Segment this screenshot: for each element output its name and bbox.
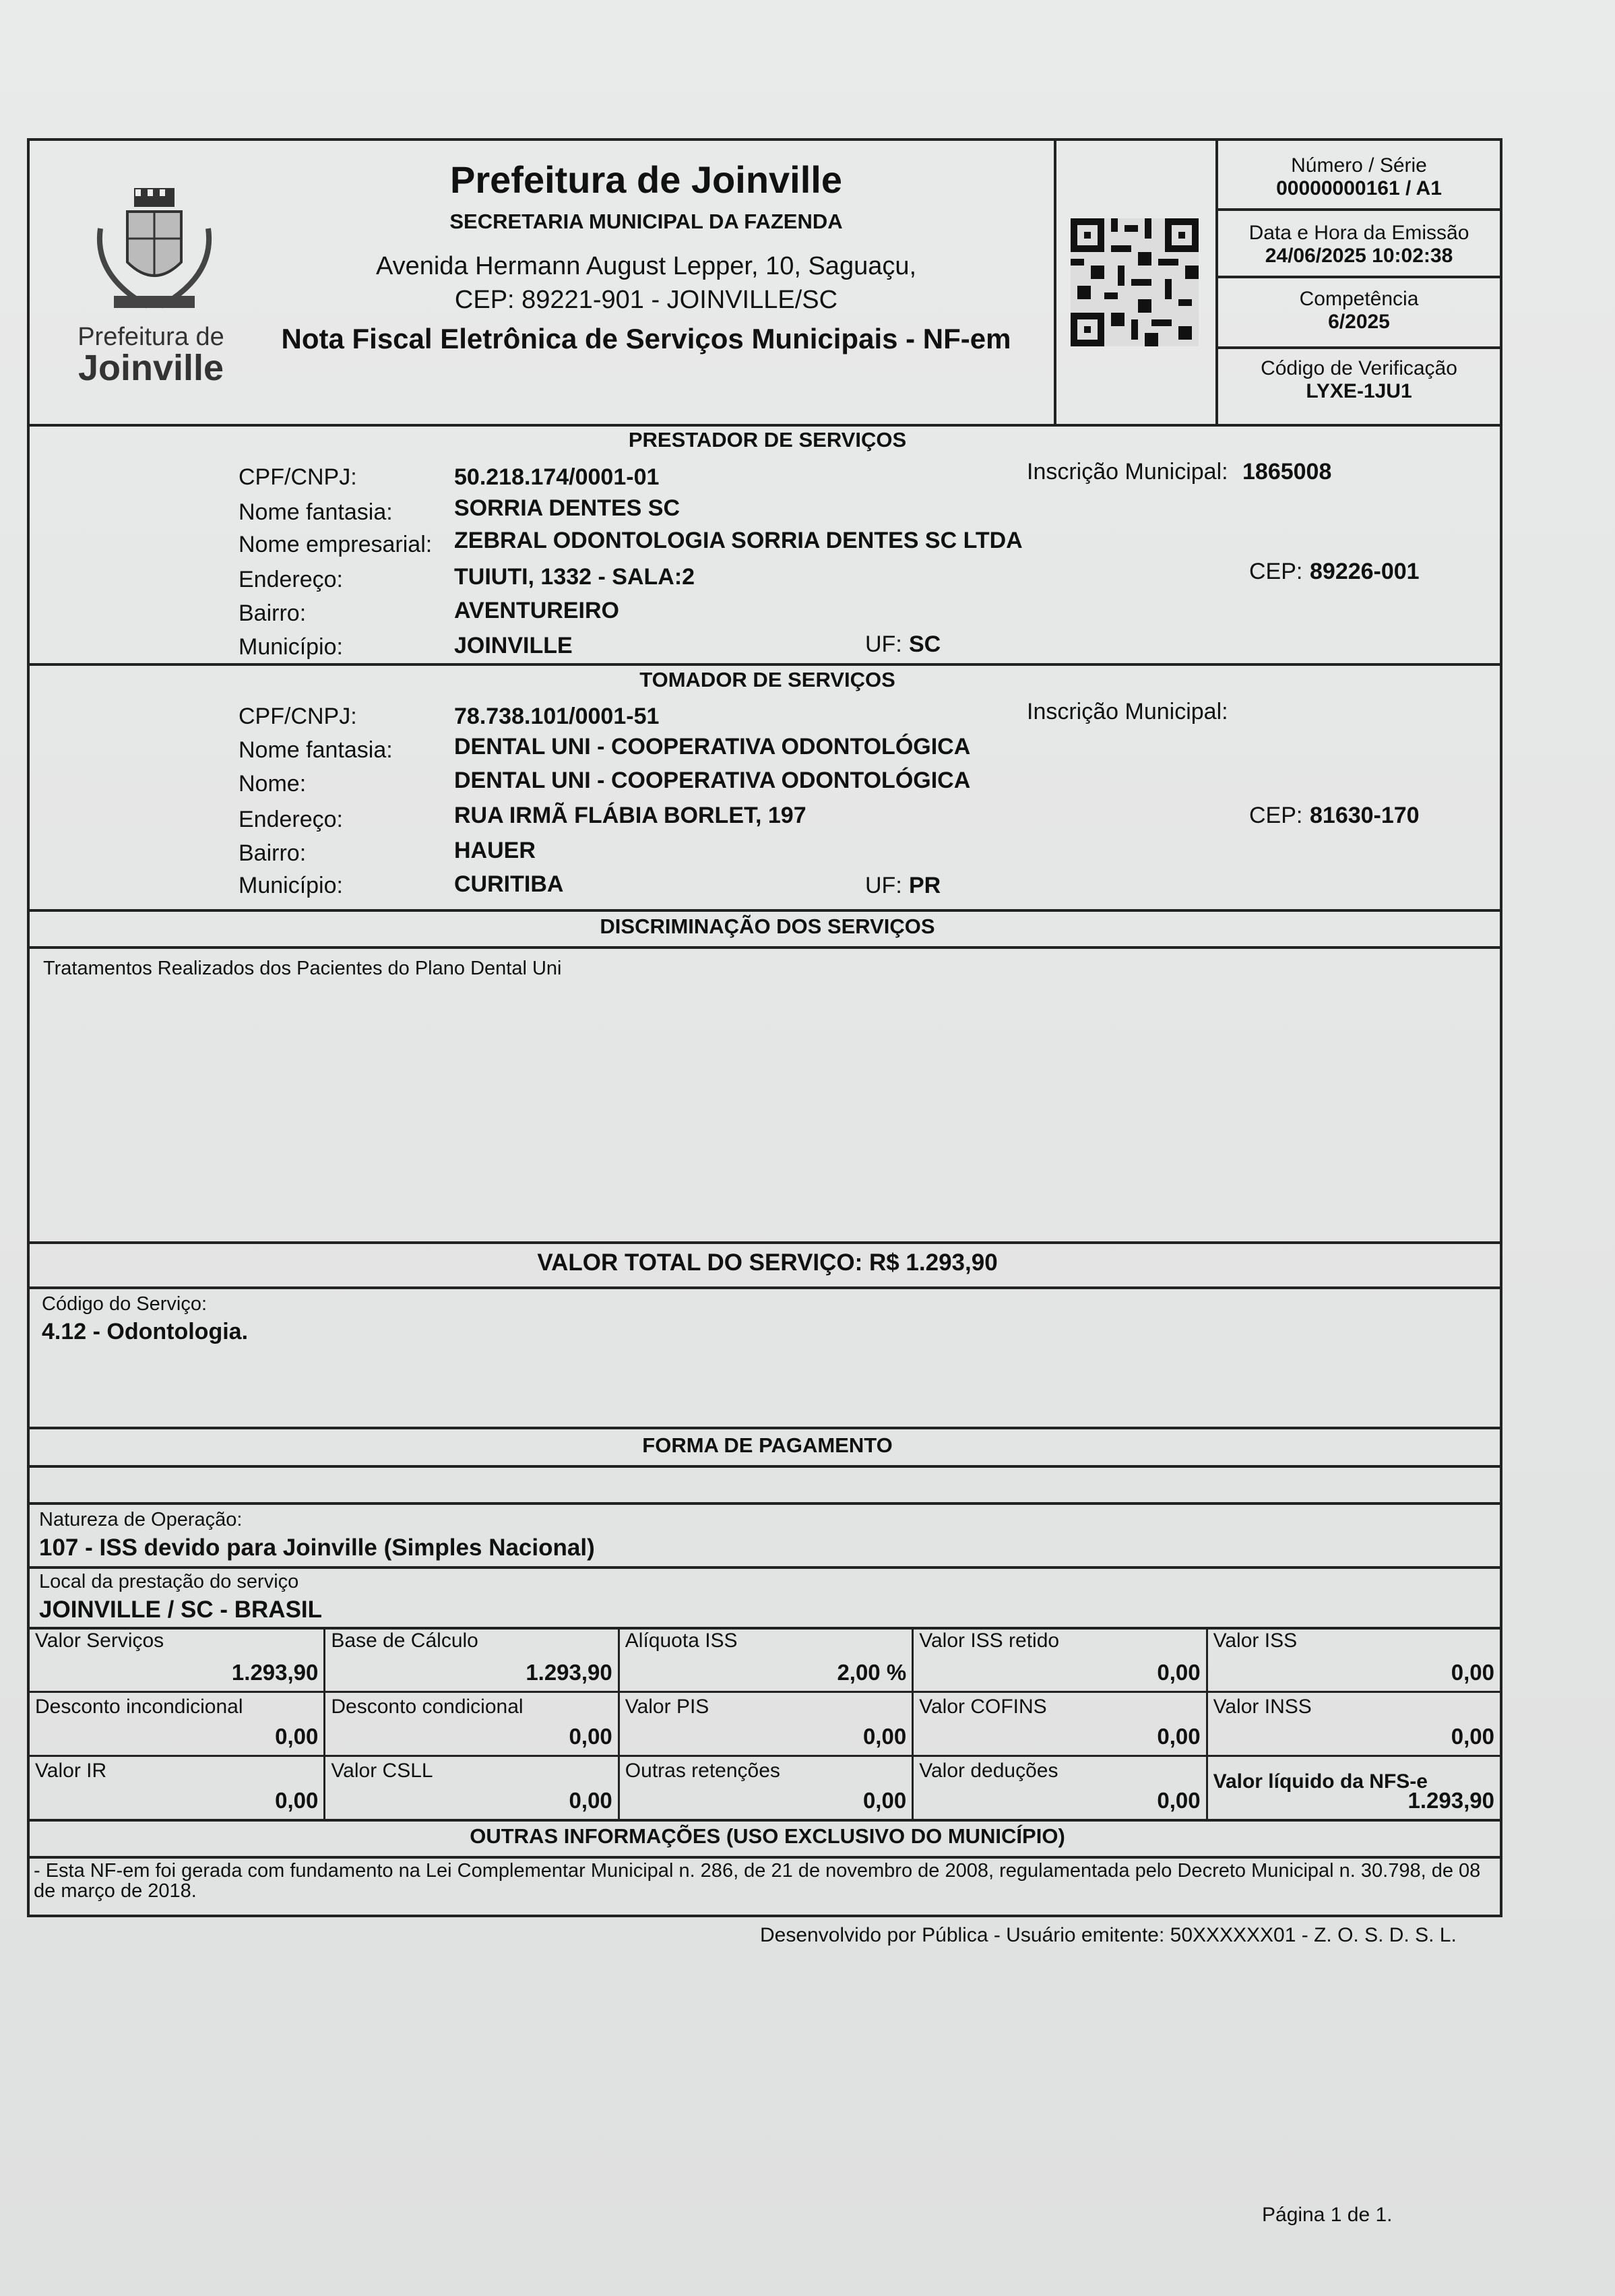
tomador-municipio-label: Município:	[239, 873, 343, 898]
logo-text-bottom: Joinville	[77, 348, 224, 388]
forma-pagamento-title: FORMA DE PAGAMENTO	[642, 1433, 893, 1457]
tomador-fantasia-label: Nome fantasia:	[239, 737, 393, 763]
header-title: Prefeitura de Joinville	[450, 158, 842, 201]
prestador-cpf-label: CPF/CNPJ:	[239, 464, 357, 490]
valor-cell	[323, 1627, 617, 1691]
header-address-line1: Avenida Hermann August Lepper, 10, Saguaçu,	[375, 252, 917, 280]
prestador-municipio-label: Município:	[239, 634, 343, 660]
nfse-document	[27, 138, 1502, 1917]
competencia-label: Competência	[1299, 288, 1419, 310]
logo-text-top: Prefeitura de	[77, 323, 224, 351]
valor-cell-value: 0,00	[569, 1788, 612, 1813]
tomador-cpf-value: 78.738.101/0001-51	[454, 704, 660, 729]
valor-cell	[618, 1755, 912, 1819]
codigo-servico-value: 4.12 - Odontologia.	[42, 1319, 249, 1344]
valor-cell-value: 0,00	[1157, 1788, 1201, 1813]
tomador-cpf-label: CPF/CNPJ:	[239, 704, 357, 729]
valor-cell-value: 0,00	[1157, 1724, 1201, 1749]
prestador-bairro-label: Bairro:	[239, 600, 307, 626]
valor-cell-value: 0,00	[862, 1724, 907, 1749]
codigo-servico-label: Código do Serviço:	[42, 1293, 208, 1315]
valor-cell-label: Valor líquido da NFS-e	[1213, 1770, 1428, 1793]
valor-cell	[323, 1755, 617, 1819]
valor-cell-value: 0,00	[275, 1724, 319, 1749]
valor-cell	[30, 1691, 323, 1755]
outras-info-text: - Esta NF-em foi gerada com fundamento na Lei Complementar Municipal n. 286, de 21 de novembro de 2008, regulamentada pelo Decreto Municipal n. 30.798, de 08 de março de 2018.	[34, 1860, 1481, 1902]
valor-cell	[912, 1755, 1205, 1819]
emissao-label: Data e Hora da Emissão	[1248, 222, 1469, 244]
prestador-bairro-value: AVENTUREIRO	[454, 598, 619, 623]
valor-cell	[1206, 1691, 1500, 1755]
prestador-uf-label: UF:	[865, 631, 902, 657]
tomador-endereco-value: RUA IRMÃ FLÁBIA BORLET, 197	[454, 803, 806, 828]
outras-info-title: OUTRAS INFORMAÇÕES (USO EXCLUSIVO DO MUNICÍPIO)	[470, 1824, 1065, 1848]
prestador-title: PRESTADOR DE SERVIÇOS	[628, 428, 907, 452]
prestador-fantasia-value: SORRIA DENTES SC	[454, 495, 680, 521]
natureza-value: 107 - ISS devido para Joinville (Simples Nacional)	[39, 1534, 595, 1561]
valor-cell-label: Valor Serviços	[35, 1630, 164, 1652]
numero-serie-box	[1218, 141, 1500, 208]
prestador-municipio-value: JOINVILLE	[454, 633, 573, 658]
emissao-value: 24/06/2025 10:02:38	[1265, 245, 1453, 267]
tomador-municipio-value: CURITIBA	[454, 871, 564, 897]
valores-grid	[30, 1627, 1500, 1819]
valor-cell-value: 0,00	[862, 1788, 907, 1813]
tomador-title: TOMADOR DE SERVIÇOS	[639, 668, 895, 691]
valor-cell-value: 1.293,90	[231, 1660, 319, 1685]
valor-cell-value: 1.293,90	[1407, 1788, 1494, 1813]
emissao-box	[1218, 211, 1500, 276]
valor-cell-value: 0,00	[569, 1724, 612, 1749]
natureza-label: Natureza de Operação:	[39, 1509, 243, 1530]
coat-of-arms-icon	[87, 188, 222, 316]
prestador-im-value: 1865008	[1242, 459, 1332, 485]
numero-value: 00000000161 / A1	[1276, 177, 1442, 199]
valor-cell-label: Desconto condicional	[331, 1696, 524, 1718]
valor-cell-label: Valor COFINS	[919, 1696, 1047, 1718]
page-number: Página 1 de 1.	[1262, 2204, 1393, 2226]
valor-cell	[30, 1755, 323, 1819]
valor-cell-label: Valor ISS retido	[919, 1630, 1060, 1652]
verificacao-value: LYXE-1JU1	[1306, 380, 1412, 402]
header-doc-title: Nota Fiscal Eletrônica de Serviços Municipais - NF-em	[281, 323, 1011, 354]
discriminacao-title: DISCRIMINAÇÃO DOS SERVIÇOS	[600, 914, 935, 938]
valor-cell-label: Valor INSS	[1213, 1696, 1312, 1718]
prestador-empresarial-value: ZEBRAL ODONTOLOGIA SORRIA DENTES SC LTDA	[454, 528, 1023, 553]
numero-label: Número / Série	[1291, 154, 1427, 177]
verificacao-box	[1218, 349, 1500, 423]
tomador-cep-value: 81630-170	[1310, 803, 1420, 828]
header-address-line2: CEP: 89221-901 - JOINVILLE/SC	[454, 286, 838, 314]
tomador-cep-label: CEP:	[1249, 803, 1303, 828]
prestador-endereco-label: Endereço:	[239, 567, 343, 592]
developer-footer: Desenvolvido por Pública - Usuário emitente: 50XXXXXX01 - Z. O. S. D. S. L.	[760, 1924, 1457, 1946]
tomador-im-label: Inscrição Municipal:	[1027, 699, 1228, 724]
local-value: JOINVILLE / SC - BRASIL	[39, 1596, 323, 1623]
valor-cell-value: 0,00	[1157, 1660, 1201, 1685]
valor-cell	[912, 1627, 1205, 1691]
valor-total: VALOR TOTAL DO SERVIÇO: R$ 1.293,90	[537, 1249, 998, 1276]
competencia-value: 6/2025	[1328, 311, 1390, 333]
valor-cell-label: Outras retenções	[625, 1760, 780, 1782]
tomador-bairro-label: Bairro:	[239, 840, 307, 866]
tomador-uf-label: UF:	[865, 873, 902, 898]
valor-cell	[1206, 1627, 1500, 1691]
valor-cell	[618, 1691, 912, 1755]
prestador-endereco-value: TUIUTI, 1332 - SALA:2	[454, 564, 695, 590]
valor-cell	[30, 1627, 323, 1691]
valor-cell-value: 0,00	[275, 1788, 319, 1813]
competencia-box	[1218, 278, 1500, 343]
valor-cell-value: 1.293,90	[526, 1660, 612, 1685]
valor-cell-value: 2,00 %	[837, 1660, 907, 1685]
valor-cell-label: Valor deduções	[919, 1760, 1058, 1782]
tomador-nome-label: Nome:	[239, 771, 307, 797]
prestador-cep-value: 89226-001	[1310, 559, 1420, 584]
valor-cell	[618, 1627, 912, 1691]
discriminacao-text: Tratamentos Realizados dos Pacientes do Plano Dental Uni	[43, 958, 562, 979]
valor-cell-label: Desconto incondicional	[35, 1696, 243, 1718]
valor-cell-value: 0,00	[1451, 1724, 1494, 1749]
valor-cell-label: Valor CSLL	[331, 1760, 433, 1782]
prestador-cpf-value: 50.218.174/0001-01	[454, 464, 660, 490]
local-label: Local da prestação do serviço	[39, 1571, 299, 1592]
tomador-uf-value: PR	[909, 873, 941, 898]
joinville-logo	[67, 188, 235, 390]
valor-cell-label: Valor IR	[35, 1760, 107, 1782]
prestador-fantasia-label: Nome fantasia:	[239, 499, 393, 525]
qr-code-icon[interactable]	[1071, 218, 1199, 346]
valor-cell-label: Valor PIS	[625, 1696, 709, 1718]
verificacao-label: Código de Verificação	[1261, 357, 1457, 379]
prestador-im-label: Inscrição Municipal:	[1027, 459, 1228, 485]
prestador-cep-label: CEP:	[1249, 559, 1303, 584]
valor-cell-label: Base de Cálculo	[331, 1630, 478, 1652]
valor-cell	[912, 1691, 1205, 1755]
prestador-uf-value: SC	[909, 631, 941, 657]
tomador-fantasia-value: DENTAL UNI - COOPERATIVA ODONTOLÓGICA	[454, 734, 971, 759]
valor-cell	[323, 1691, 617, 1755]
valor-cell-value: 0,00	[1451, 1660, 1494, 1685]
tomador-endereco-label: Endereço:	[239, 807, 343, 832]
valor-cell-label: Alíquota ISS	[625, 1630, 738, 1652]
header-secretaria: SECRETARIA MUNICIPAL DA FAZENDA	[449, 210, 843, 233]
tomador-nome-value: DENTAL UNI - COOPERATIVA ODONTOLÓGICA	[454, 768, 971, 793]
tomador-bairro-value: HAUER	[454, 838, 536, 863]
prestador-empresarial-label: Nome empresarial:	[239, 532, 433, 557]
valor-cell	[1206, 1755, 1500, 1819]
valor-cell-label: Valor ISS	[1213, 1630, 1298, 1652]
